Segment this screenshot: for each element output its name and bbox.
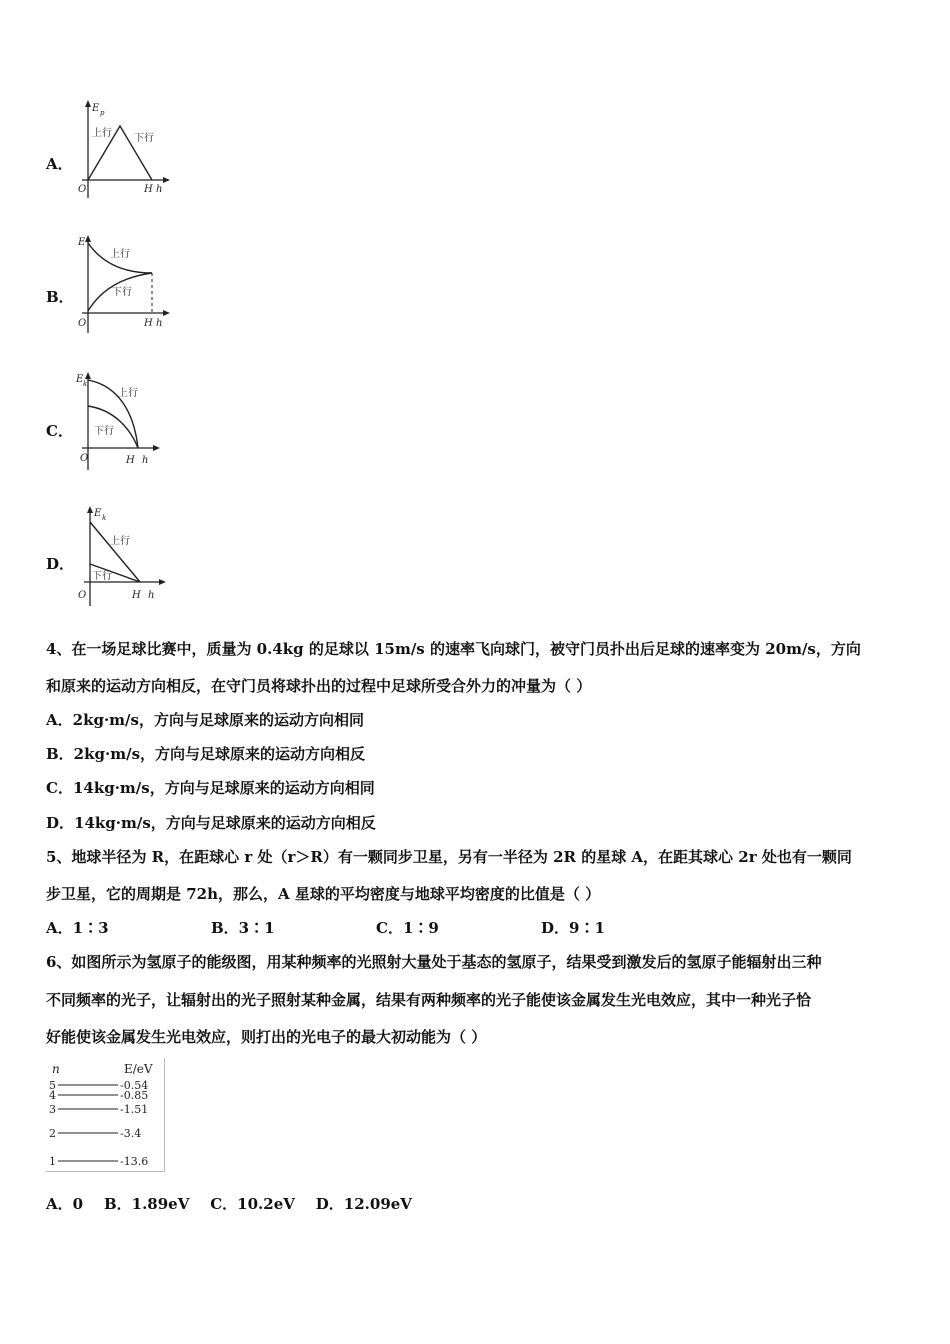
- option-c-axis-x: h: [142, 455, 149, 466]
- option-c-axis-y-sub: k: [83, 380, 88, 388]
- option-c-letter: C．: [46, 422, 73, 440]
- q4-option-d: D．14kg·m/s，方向与足球原来的运动方向相反: [46, 814, 376, 832]
- q6-stem-line2: 不同频率的光子，让辐射出的光子照射某种金属，结果有两种频率的光子能使该金属发生光电效应，其中一种光子恰: [46, 991, 812, 1009]
- q6-options: A．0 B．1.89eV C．10.2eV D．12.09eV: [46, 1195, 412, 1213]
- q4-stem-line2: 和原来的运动方向相反，在守门员将球扑出的过程中足球所受合外力的冲量为（ ）: [46, 677, 592, 695]
- option-c-graph: [74, 368, 174, 478]
- level-4-n: 4: [49, 1089, 56, 1102]
- option-c-h-mark: H: [126, 455, 135, 466]
- level-1-e: -13.6: [120, 1155, 149, 1168]
- option-d-letter: D．: [46, 555, 75, 573]
- option-a-up-label: 上行: [92, 128, 112, 139]
- level-2-e: -3.4: [120, 1127, 142, 1140]
- q5-option-a: A．1∶3: [46, 919, 109, 937]
- option-b-up-label: 上行: [110, 249, 130, 260]
- option-d-graph: [74, 502, 174, 612]
- energy-level-diagram: [46, 1058, 165, 1172]
- option-b-h-mark: H: [144, 318, 153, 329]
- option-a-axis-y: E: [92, 103, 100, 114]
- level-1-n: 1: [49, 1155, 56, 1168]
- option-a-down-label: 下行: [134, 133, 154, 144]
- q5-stem-line1: 5、地球半径为 R，在距球心 r 处（r＞R）有一颗同步卫星，另有一半径为 2R 的星球 A，在距其球心 2r 处也有一颗同: [46, 848, 852, 866]
- q4-option-c: C．14kg·m/s，方向与足球原来的运动方向相同: [46, 779, 375, 797]
- option-d-down-label: 下行: [92, 571, 112, 582]
- q5-stem-line2: 步卫星，它的周期是 72h，那么，A 星球的平均密度与地球平均密度的比值是（ ）: [46, 885, 601, 903]
- q4-option-b: B．2kg·m/s，方向与足球原来的运动方向相反: [46, 745, 366, 763]
- option-a-axis-x: h: [156, 184, 163, 195]
- q4-option-a: A．2kg·m/s，方向与足球原来的运动方向相同: [46, 711, 364, 729]
- option-d-axis-x: h: [148, 590, 155, 601]
- option-b-axis-x: h: [156, 318, 163, 329]
- option-c-down-label: 下行: [94, 426, 114, 437]
- option-b-letter: B．: [46, 288, 74, 306]
- energy-diagram-e-label: E/eV: [124, 1062, 153, 1076]
- option-d-axis-y: E: [94, 508, 102, 519]
- q5-option-d: D．9∶1: [541, 919, 605, 937]
- level-2-n: 2: [49, 1127, 56, 1140]
- q5-option-b: B．3∶1: [211, 919, 275, 937]
- option-c-axis-y: E: [76, 374, 84, 385]
- option-b-origin: O: [78, 318, 87, 329]
- option-a-h-mark: H: [144, 184, 153, 195]
- option-c-origin: O: [80, 453, 89, 464]
- option-a-letter: A．: [46, 155, 73, 173]
- level-5-n: 5: [49, 1079, 56, 1092]
- q4-stem-line1: 4、在一场足球比赛中，质量为 0.4kg 的足球以 15m/s 的速率飞向球门，被守门员扑出后足球的速率变为 20m/s，方向: [46, 640, 861, 658]
- option-c-up-label: 上行: [118, 388, 138, 399]
- q6-stem-line1: 6、如图所示为氢原子的能级图，用某种频率的光照射大量处于基态的氢原子，结果受到激发后的氢原子能辐射出三种: [46, 953, 822, 971]
- option-b-down-label: 下行: [112, 287, 132, 298]
- level-3-e: -1.51: [120, 1103, 149, 1116]
- q5-option-c: C．1∶9: [376, 919, 439, 937]
- option-a-axis-y-sub: p: [100, 109, 105, 117]
- option-d-up-label: 上行: [110, 536, 130, 547]
- energy-diagram-n-label: n: [52, 1062, 60, 1076]
- option-a-graph: [74, 98, 174, 208]
- option-b-axis-y: E: [78, 237, 86, 248]
- option-b-graph: [74, 233, 174, 343]
- option-d-origin: O: [78, 590, 87, 601]
- level-5-e: -0.54: [120, 1079, 149, 1092]
- option-d-axis-y-sub: k: [102, 514, 107, 522]
- option-d-h-mark: H: [132, 590, 141, 601]
- level-4-e: -0.85: [120, 1089, 149, 1102]
- option-a-origin: O: [78, 184, 87, 195]
- q6-stem-line3: 好能使该金属发生光电效应，则打出的光电子的最大初动能为（ ）: [46, 1028, 487, 1046]
- level-3-n: 3: [49, 1103, 56, 1116]
